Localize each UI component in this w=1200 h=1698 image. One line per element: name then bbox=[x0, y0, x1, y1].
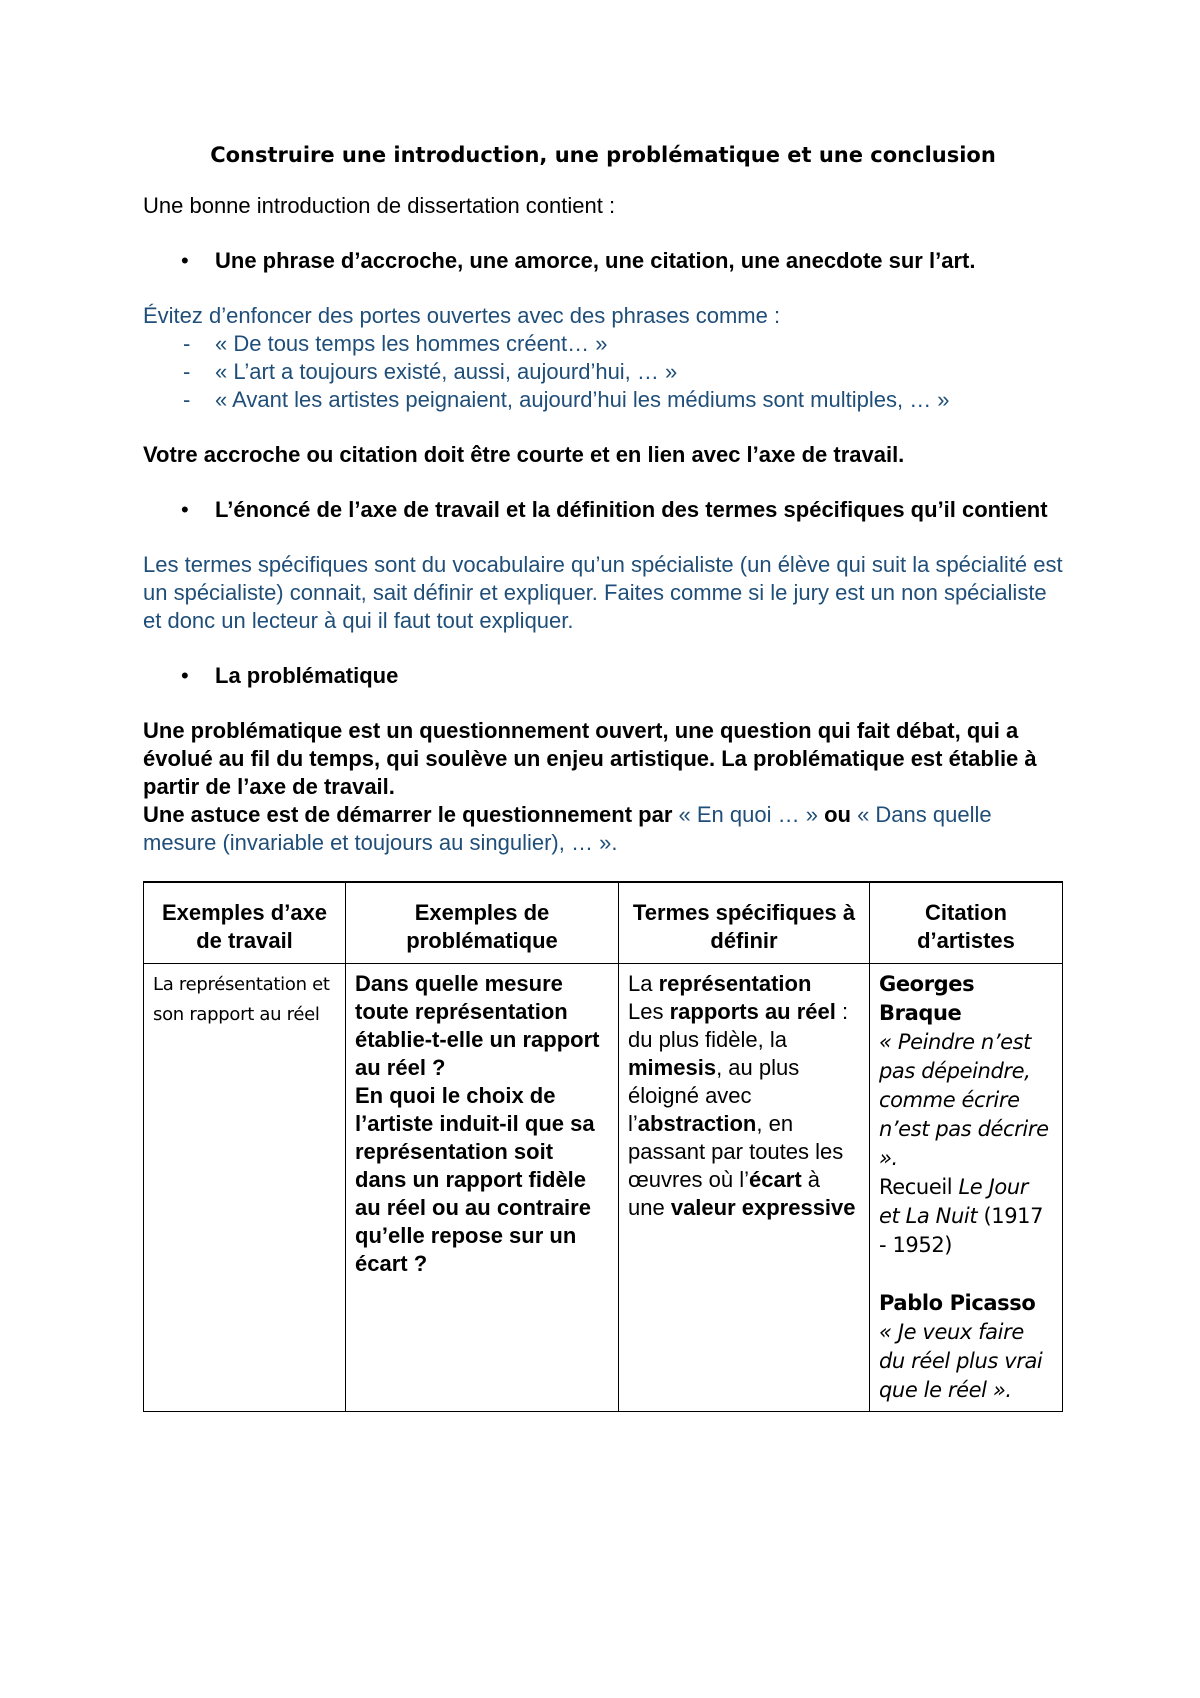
table-header-citation: Citation d’artistes bbox=[870, 882, 1063, 964]
bullet-icon: • bbox=[181, 663, 189, 688]
accroche-rule: Votre accroche ou citation doit être courte et en lien avec l’axe de travail. bbox=[143, 442, 905, 467]
terme-bold: abstraction bbox=[637, 1111, 757, 1136]
astuce-part-3: ou bbox=[817, 802, 858, 827]
table-cell-axe: La représentation et son rapport au réel bbox=[144, 964, 346, 1412]
dash-icon: - bbox=[183, 331, 191, 356]
problematique-definition: Une problématique est un questionnement ouvert, une question qui fait débat, qui a évolué au fil du temps, qui soulève un enjeu artistique. La problématique est établie à partir de l’axe de travail. bbox=[143, 718, 1037, 799]
list-item-text: « Avant les artistes peignaient, aujourd’hui les médiums sont multiples, … » bbox=[215, 387, 950, 412]
source-dates: (1917 - 1952) bbox=[879, 1204, 1044, 1257]
terme-text: , en passant par toutes les œuvres où l’ bbox=[628, 1111, 844, 1192]
problematique-1: Dans quelle mesure toute représentation établie-t-elle un rapport au réel ? bbox=[355, 971, 600, 1080]
bullet-item-axe bbox=[143, 496, 1063, 524]
intro-sentence: Une bonne introduction de dissertation contient : bbox=[143, 193, 616, 218]
list-item bbox=[143, 386, 1063, 414]
bullet-icon: • bbox=[181, 248, 189, 273]
terme-text: La bbox=[628, 971, 659, 996]
avoid-examples-list bbox=[143, 330, 1063, 414]
table-cell-citation bbox=[870, 964, 1063, 1412]
table-header-problematique: Exemples de problématique bbox=[346, 882, 619, 964]
terme-bold: mimesis bbox=[628, 1055, 717, 1080]
terme-text: Les bbox=[628, 999, 670, 1024]
source-text: Recueil bbox=[879, 1175, 959, 1199]
artist-name-picasso: Pablo Picasso bbox=[879, 1291, 1036, 1315]
table-cell-termes bbox=[619, 964, 870, 1412]
bullet-list-accroche bbox=[143, 247, 1063, 275]
terme-bold: écart bbox=[749, 1167, 802, 1192]
table-header-row bbox=[144, 882, 1063, 964]
terme-bold: valeur expressive bbox=[670, 1195, 856, 1220]
terme-text: , au plus éloigné avec l’ bbox=[628, 1055, 800, 1136]
bullet-item-accroche bbox=[143, 247, 1063, 275]
list-item-text: « De tous temps les hommes créent… » bbox=[215, 331, 608, 356]
document-page bbox=[143, 140, 1063, 1412]
table-cell-problematique bbox=[346, 964, 619, 1412]
quote-picasso: « Je veux faire du réel plus vrai que le réel ». bbox=[879, 1320, 1043, 1402]
astuce-part-1: Une astuce est de démarrer le questionnement par bbox=[143, 802, 679, 827]
examples-table bbox=[143, 881, 1063, 1412]
terme-bold: rapports au réel bbox=[669, 999, 836, 1024]
bullet-text: Une phrase d’accroche, une amorce, une citation, une anecdote sur l’art. bbox=[215, 248, 976, 273]
table-row bbox=[144, 964, 1063, 1412]
bullet-list-problematique bbox=[143, 662, 1063, 690]
dash-icon: - bbox=[183, 359, 191, 384]
astuce-part-2: « En quoi … » bbox=[678, 802, 818, 827]
bullet-icon: • bbox=[181, 497, 189, 522]
table-header-axe: Exemples d’axe de travail bbox=[144, 882, 346, 964]
quote-braque: « Peindre n’est pas dépeindre, comme écrire n’est pas décrire ». bbox=[879, 1030, 1049, 1170]
bullet-list-axe bbox=[143, 496, 1063, 524]
list-item bbox=[143, 330, 1063, 358]
astuce-paragraph bbox=[143, 801, 1063, 857]
table-header-termes: Termes spécifiques à définir bbox=[619, 882, 870, 964]
dash-icon: - bbox=[183, 387, 191, 412]
list-item-text: « L’art a toujours existé, aussi, aujourd’hui, … » bbox=[215, 359, 678, 384]
avoid-intro: Évitez d’enfoncer des portes ouvertes avec des phrases comme : bbox=[143, 303, 781, 328]
terme-text: : du plus fidèle, la bbox=[628, 999, 849, 1052]
list-item bbox=[143, 358, 1063, 386]
bullet-text: La problématique bbox=[215, 663, 399, 688]
source-title: Le Jour et La Nuit bbox=[879, 1175, 1028, 1228]
document-title: Construire une introduction, une problématique et une conclusion bbox=[210, 143, 996, 167]
problematique-2: En quoi le choix de l’artiste induit-il que sa représentation soit dans un rapport fidèle au réel ou au contraire qu’elle repose sur un écart ? bbox=[355, 1083, 595, 1276]
bullet-item-problematique bbox=[143, 662, 1063, 690]
terme-text: à une bbox=[628, 1167, 820, 1220]
astuce-part-4: « Dans quelle mesure (invariable et toujours au singulier), … ». bbox=[143, 802, 992, 855]
terme-bold: représentation bbox=[658, 971, 812, 996]
source-braque bbox=[879, 1173, 1053, 1260]
artist-name-braque: Georges Braque bbox=[879, 972, 975, 1025]
terms-explanation: Les termes spécifiques sont du vocabulaire qu’un spécialiste (un élève qui suit la spécialité est un spécialiste) connait, sait définir et expliquer. Faites comme si le jury est un non spécialiste et donc un lecteur à qui il faut tout expliquer. bbox=[143, 552, 1063, 633]
bullet-text: L’énoncé de l’axe de travail et la définition des termes spécifiques qu’il contient bbox=[215, 497, 1048, 522]
